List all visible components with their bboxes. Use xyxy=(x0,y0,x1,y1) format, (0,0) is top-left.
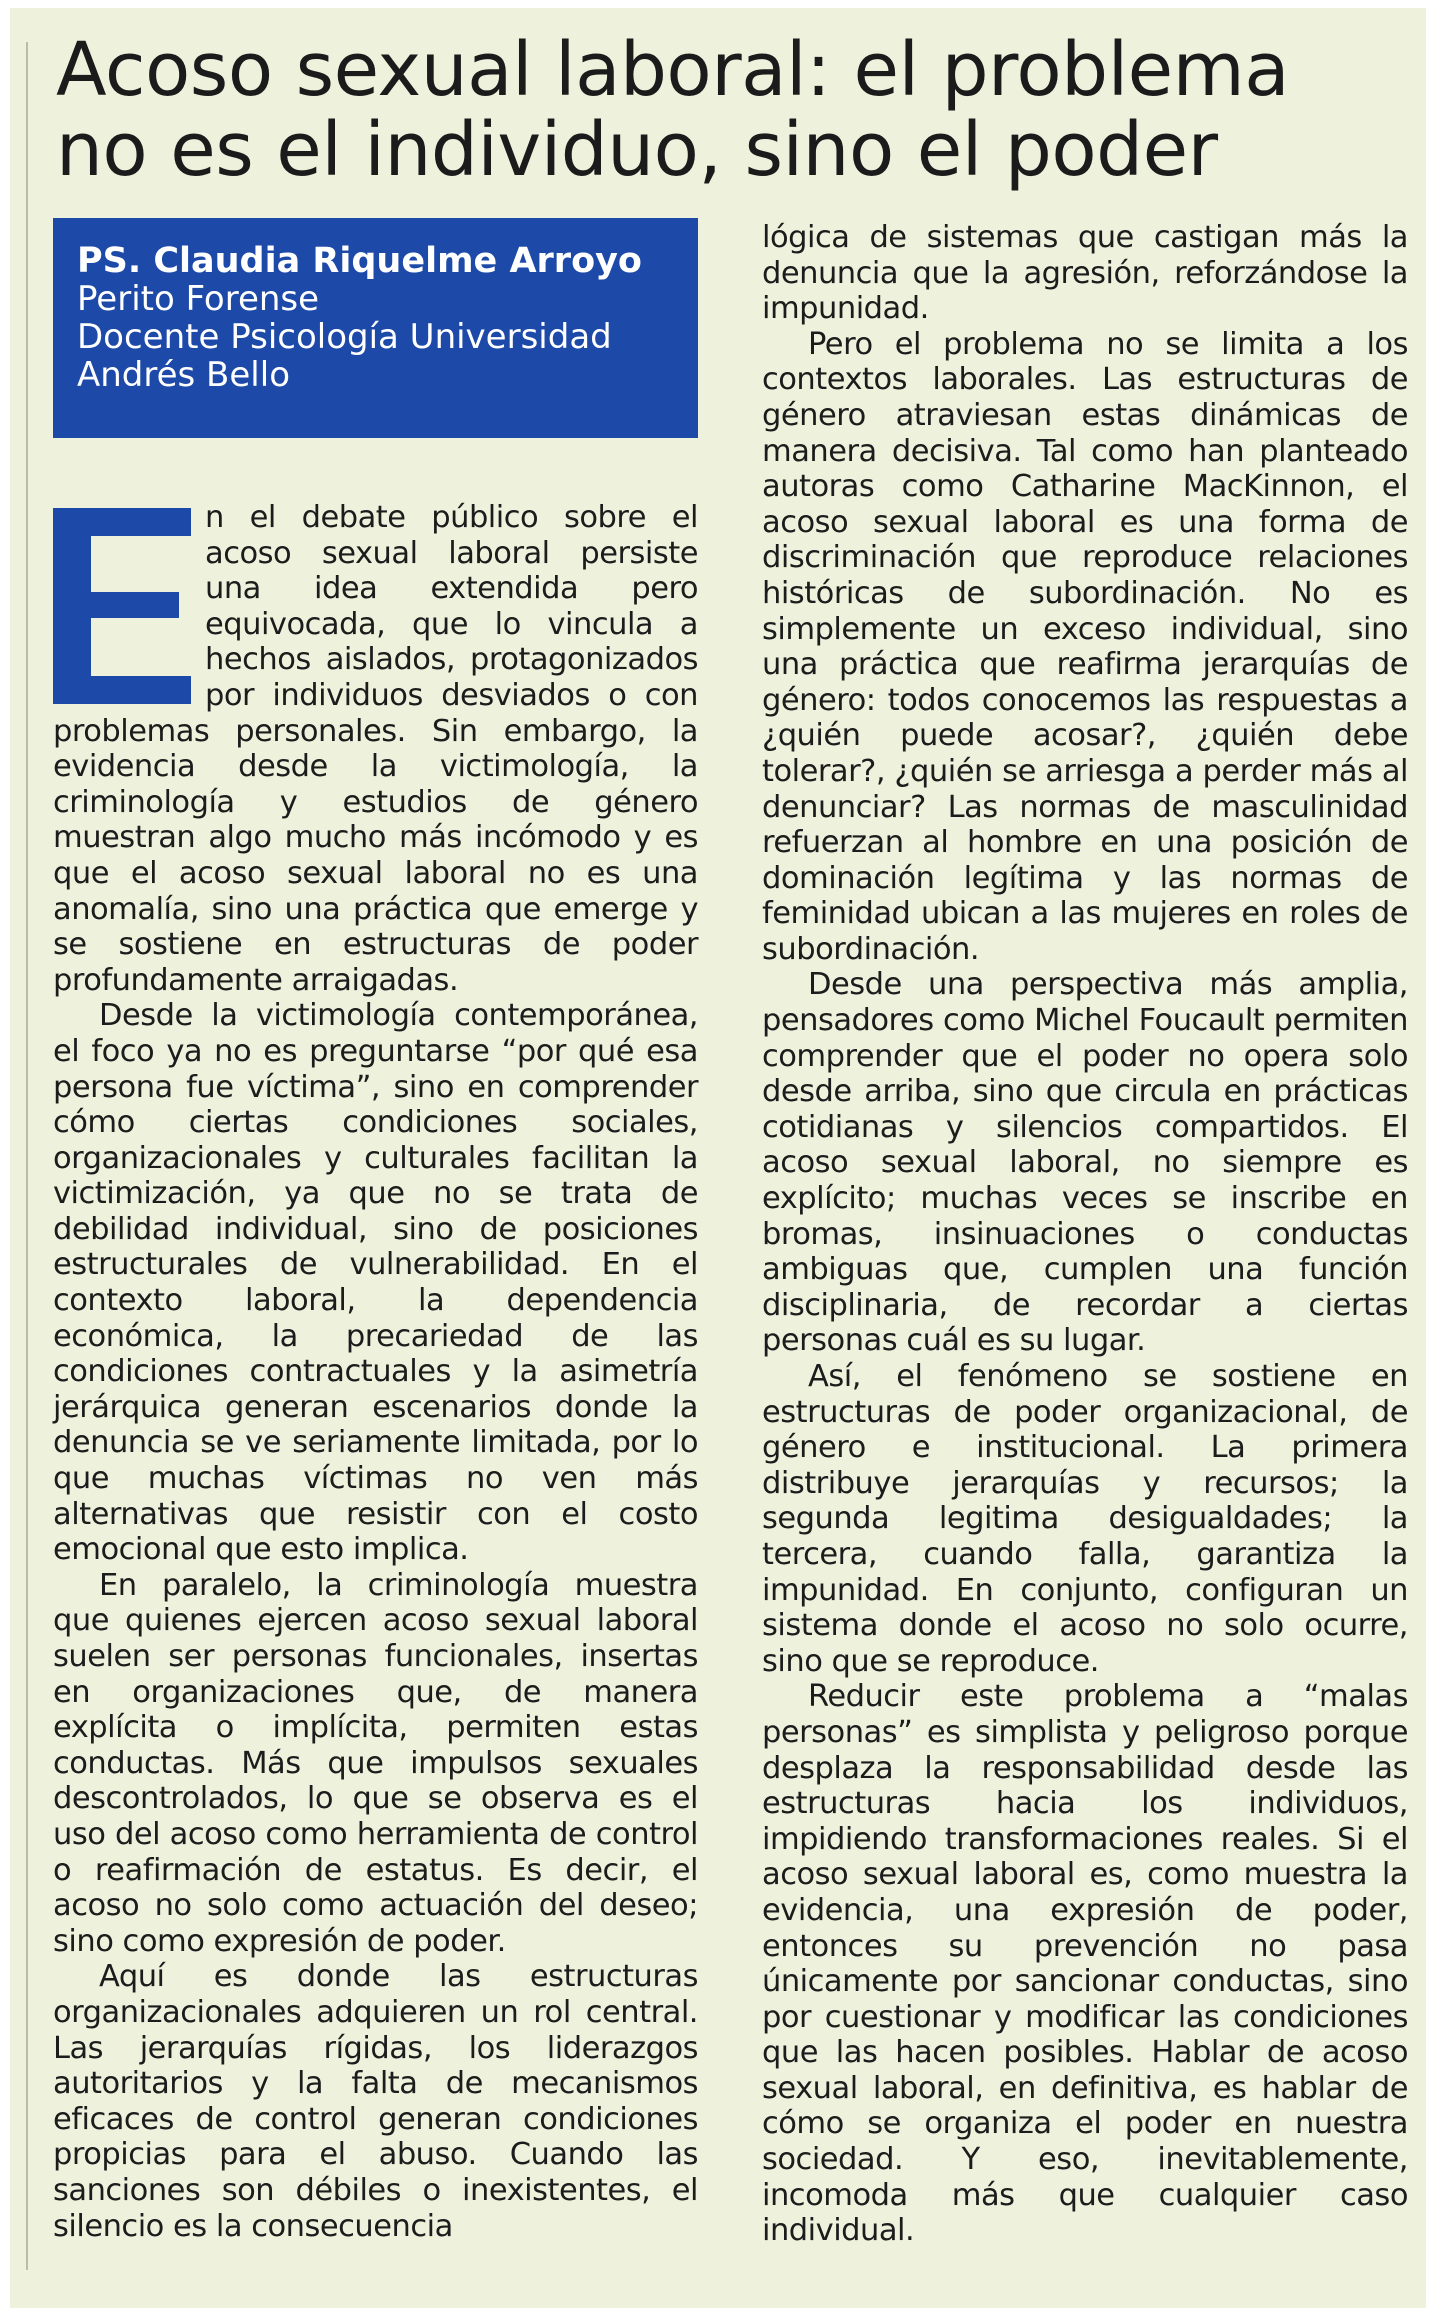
paragraph-1: n el debate público sobre el acoso sexual laboral persiste una idea extendida pero equivocada, que lo vincula a hechos aislados, protagonizados por individuos desviados o con problemas personales. Sin embargo, la evidencia desde la victimología, la criminología y estudios de género muestran algo mucho más incómodo y es que el acoso sexual laboral no es una anomalía, sino una práctica que emerge y se sostiene en estructuras de poder profundamente arraigadas. xyxy=(53,500,698,998)
paragraph-5: lógica de sistemas que castigan más la denuncia que la agresión, reforzándose la impunidad. xyxy=(762,220,1408,327)
author-affiliation-line-1: Docente Psicología Universidad xyxy=(77,317,612,357)
paragraph-6: Pero el problema no se limita a los contextos laborales. Las estructuras de género atraviesan estas dinámicas de manera decisiva. Tal como han planteado autoras como Catharine MacKinnon, el acoso sexual laboral es una forma de discriminación que reproduce relaciones históricas de subordinación. No es simplemente un exceso individual, sino una práctica que reafirma jerarquías de género: todos conocemos las respuestas a ¿quién puede acosar?, ¿quién debe tolerar?, ¿quién se arriesga a perder más al denunciar? Las normas de masculinidad refuerzan al hombre en una posición de dominación legítima y las normas de feminidad ubican a las mujeres en roles de subordinación. xyxy=(762,326,1408,967)
author-box xyxy=(53,218,698,438)
author-role: Perito Forense xyxy=(77,279,320,319)
paragraph-2: Desde la victimología contemporánea, el foco ya no es preguntarse “por qué esa persona fue víctima”, sino en comprender cómo ciertas condiciones sociales, organizacionales y culturales facilitan la victimización, ya que no se trata de debilidad individual, sino de posiciones estructurales de vulnerabilidad. En el contexto laboral, la dependencia económica, la precariedad de las condiciones contractuales y la asimetría jerárquica generan escenarios donde la denuncia se ve seriamente limitada, por lo que muchas víctimas no ven más alternativas que resistir con el costo emocional que esto implica. xyxy=(53,998,698,1568)
paragraph-4: Aquí es donde las estructuras organizacionales adquieren un rol central. Las jerarquías rígidas, los liderazgos autoritarios y la falta de mecanismos eficaces de control generan condiciones propicias para el abuso. Cuando las sanciones son débiles o inexistentes, el silencio es la consecuencia xyxy=(53,1959,698,2244)
article-column-right xyxy=(762,220,1408,2249)
article-column-left xyxy=(53,500,698,2244)
drop-cap-letter xyxy=(53,508,54,509)
newspaper-page xyxy=(10,8,1426,2308)
paragraph-8: Así, el fenómeno se sostiene en estructuras de poder organizacional, de género e institucional. La primera distribuye jerarquías y recursos; la segunda legitima desigualdades; la tercera, cuando falla, garantiza la impunidad. En conjunto, configuran un sistema donde el acoso no solo ocurre, sino que se reproduce. xyxy=(762,1359,1408,1679)
paragraph-7: Desde una perspectiva más amplia, pensadores como Michel Foucault permiten comprender que el poder no opera solo desde arriba, sino que circula en prácticas cotidianas y silencios compartidos. El acoso sexual laboral, no siempre es explícito; muchas veces se inscribe en bromas, insinuaciones o conductas ambiguas que, cumplen una función disciplinaria, de recordar a ciertas personas cuál es su lugar. xyxy=(762,967,1408,1359)
paragraph-9: Reducir este problema a “malas personas” es simplista y peligroso porque desplaza la responsabilidad desde las estructuras hacia los individuos, impidiendo transformaciones reales. Si el acoso sexual laboral es, como muestra la evidencia, una expresión de poder, entonces su prevención no pasa únicamente por sancionar conductas, sino por cuestionar y modificar las condiciones que las hacen posibles. Hablar de acoso sexual laboral, en definitiva, es hablar de cómo se organiza el poder en nuestra sociedad. Y eso, inevitablemente, incomoda más que cualquier caso individual. xyxy=(762,1679,1408,2249)
column-rule xyxy=(26,42,28,2270)
author-affiliation-line-2: Andrés Bello xyxy=(77,355,290,395)
opening-paragraph xyxy=(53,500,698,998)
drop-cap xyxy=(53,508,191,704)
paragraph-3: En paralelo, la criminología muestra que quienes ejercen acoso sexual laboral suelen ser personas funcionales, insertas en organizaciones que, de manera explícita o implícita, permiten estas conductas. Más que impulsos sexuales descontrolados, lo que se observa es el uso del acoso como herramienta de control o reafirmación de estatus. Es decir, el acoso no solo como actuación del deseo; sino como expresión de poder. xyxy=(53,1567,698,1959)
author-name: PS. Claudia Riquelme Arroyo xyxy=(77,241,642,281)
headline: Acoso sexual laboral: el problema no es el individuo, sino el poder xyxy=(56,27,1290,193)
